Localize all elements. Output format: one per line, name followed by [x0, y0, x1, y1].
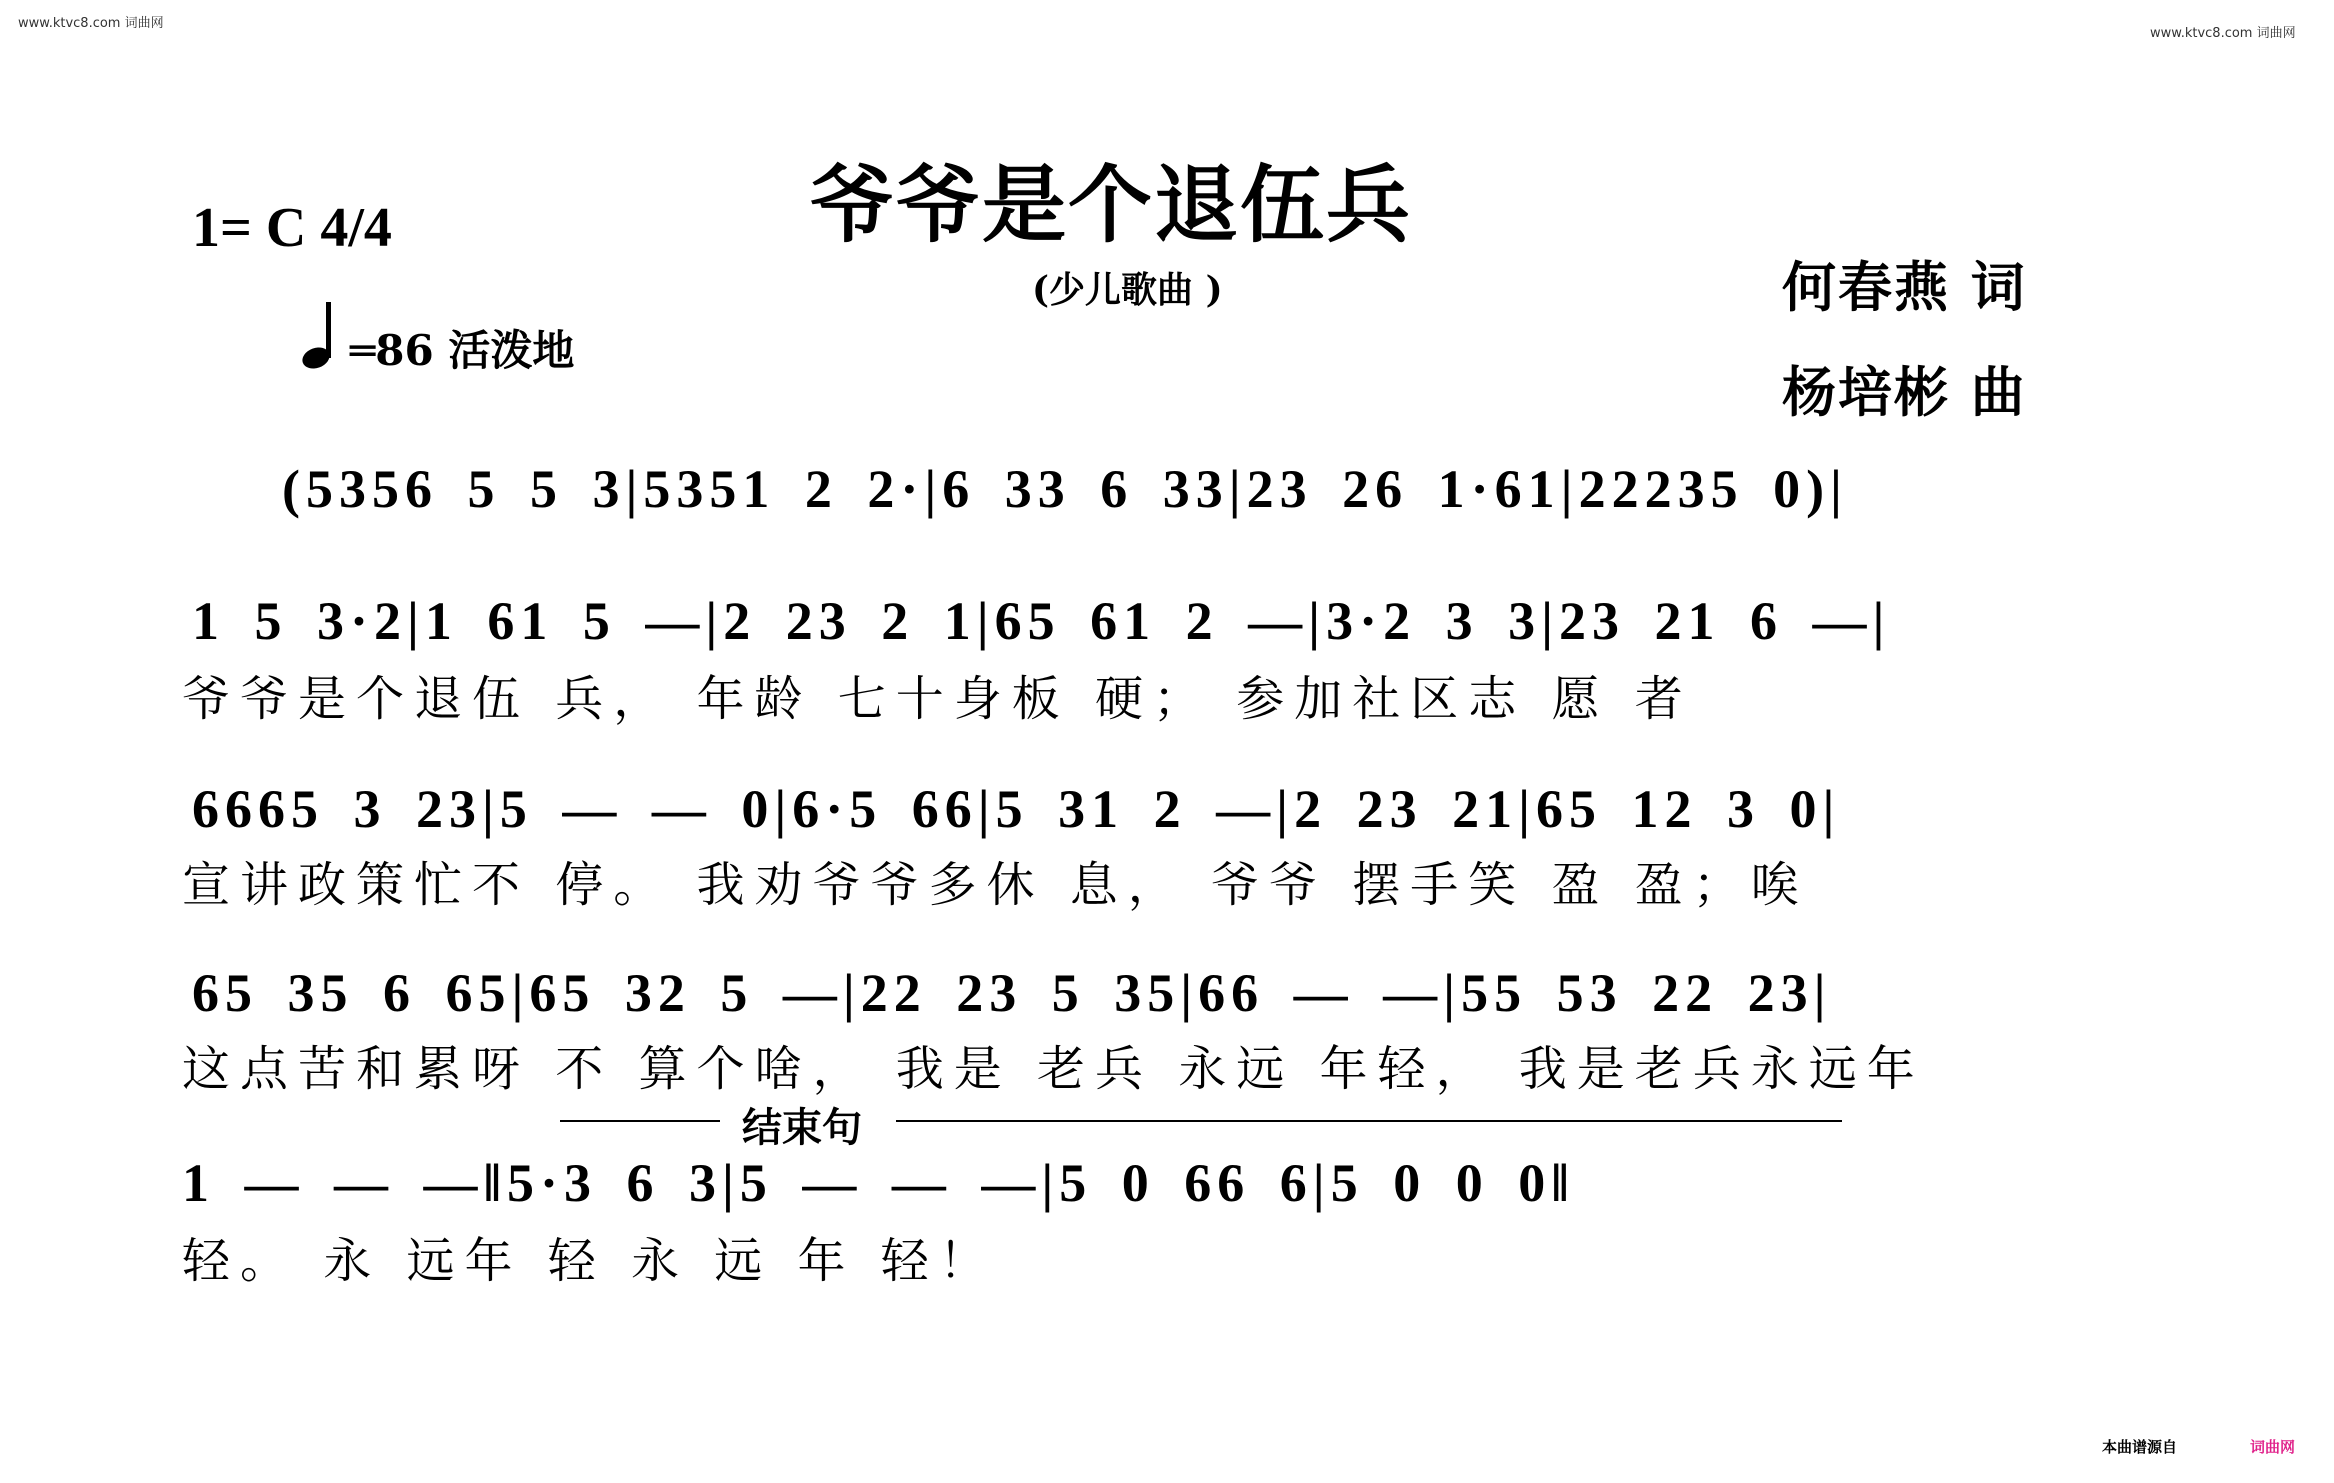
left-watermark-strip: [2, 40, 12, 1440]
notation-line-1: 1 5 3·2|1 61 5 —|2 23 2 1|65 61 2 —|3·2 3 3|23 21 6 —|: [192, 591, 1891, 651]
tempo-marking: ═86 活泼地: [350, 326, 575, 375]
notation-line-4: 1 — — —‖5·3 6 3|5 — — —|5 0 66 6|5 0 0 0‖: [182, 1153, 1575, 1213]
intro-notation: (5356 5 5 3|5351 2 2·|6 33 6 33|23 26 1·61|22235 0)|: [282, 459, 1848, 519]
right-watermark-strip: [2322, 40, 2332, 1440]
lyrics-line-4: 轻。 永 远年 轻 永 远 年 轻！: [182, 1233, 997, 1289]
section-rule-left: [560, 1120, 720, 1122]
quarter-note-icon: [300, 298, 346, 372]
footer-site-link[interactable]: 词曲网: [2250, 1438, 2296, 1456]
song-subtitle: (少儿歌曲 ): [1032, 269, 1223, 311]
section-label-ending: 结束句: [742, 1104, 862, 1151]
lyrics-line-2: 宣讲政策忙不 停。 我劝爷爷多休 息， 爷爷 摆手笑 盈 盈；唉: [182, 857, 1809, 913]
lyrics-line-3: 这点苦和累呀 不 算个啥， 我是 老兵 永远 年轻， 我是老兵永远年: [182, 1041, 1925, 1097]
song-title: 爷爷是个退伍兵: [810, 155, 1413, 254]
composer-credit: 杨培彬 曲: [1782, 360, 2027, 424]
section-rule-right: [896, 1120, 1842, 1122]
key-signature: 1= C 4/4: [192, 197, 392, 259]
footer-source-label: 本曲谱源自: [2102, 1438, 2178, 1456]
watermark-left: www.ktvc8.com 词曲网: [18, 16, 164, 31]
notation-line-2: 6665 3 23|5 — — 0|6·5 66|5 31 2 —|2 23 21|65 12 3 0|: [192, 779, 1841, 839]
notation-line-3: 65 35 6 65|65 32 5 —|22 23 5 35|66 — —|55 53 22 23|: [192, 963, 1832, 1023]
watermark-right: www.ktvc8.com 词曲网: [2150, 26, 2296, 41]
lyricist-credit: 何春燕 词: [1782, 255, 2027, 319]
lyrics-line-1: 爷爷是个退伍 兵， 年龄 七十身板 硬； 参加社区志 愿 者: [182, 671, 1693, 727]
